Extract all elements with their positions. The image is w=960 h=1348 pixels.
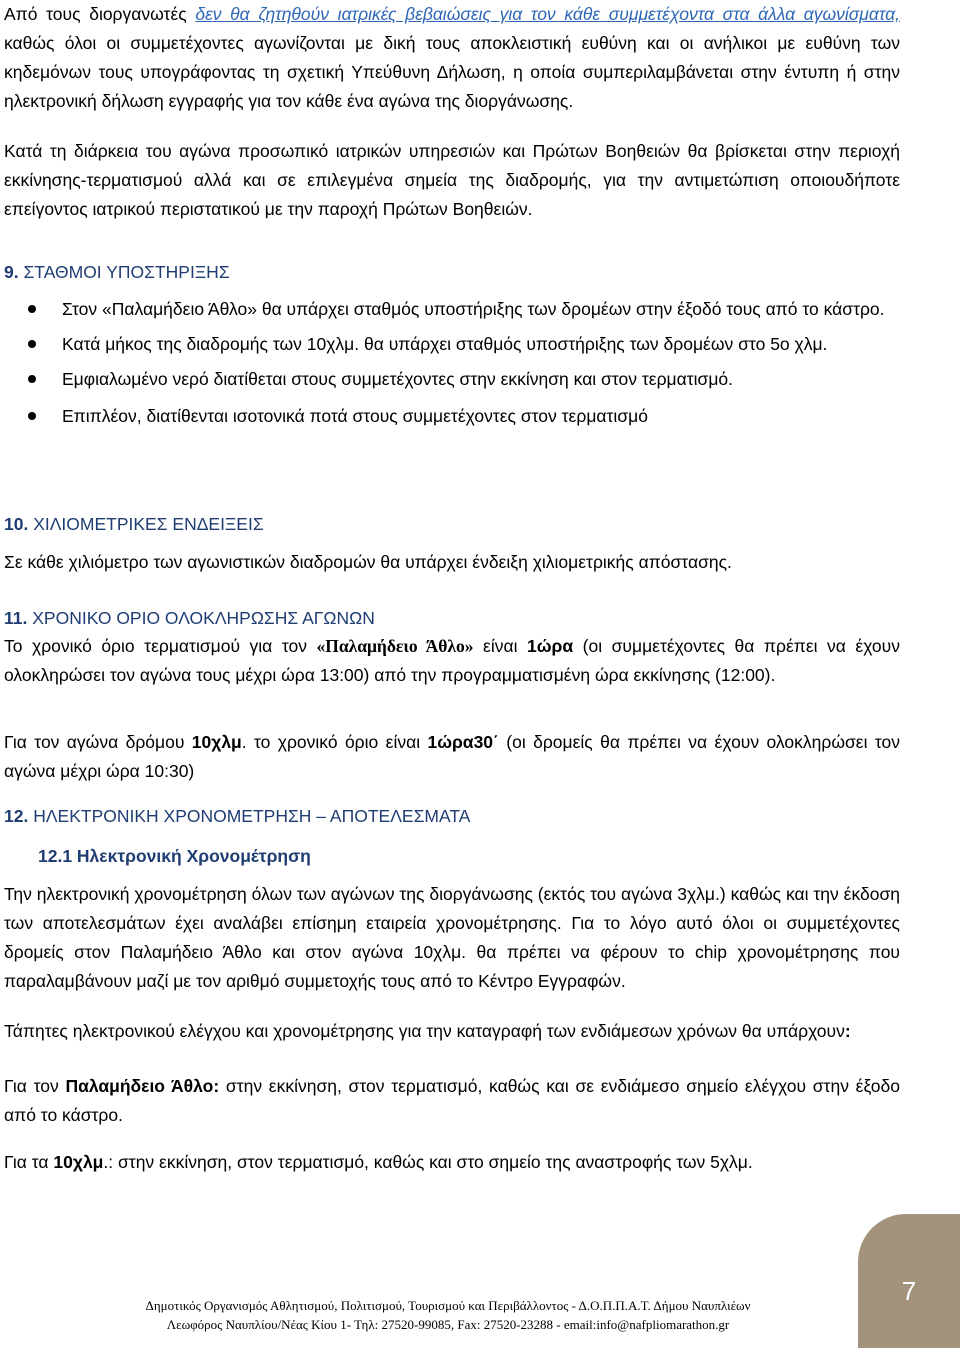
section-number: 11. (4, 608, 28, 628)
list-item (0, 330, 900, 359)
timing-paragraph-1: Την ηλεκτρονική χρονομέτρηση όλων των αγώνων της διοργάνωσης (εκτός του αγώνα 3χλμ.) καθώς και την έκδοση των αποτελεσμάτων έχει αναλάβει επίσημη εταιρεία χρονομέτρησης. Για το λόγο αυτό όλοι οι συμμετέχοντες δρομείς στον Παλαμήδειο Άθλο και στον αγώνα 10χλμ. θα πρέπει να φέρουν το chip χρονομέτρησης που παραλαμβάνουν μαζί με τον αριθμό συμμετοχής τους από το Κέντρο Εγγραφών. (4, 884, 900, 991)
paragraph-text: . το χρονικό όριο είναι (241, 732, 428, 752)
time-limit-paragraph-2 (4, 728, 900, 786)
paragraph-text: (οι συμμετέχοντες θα πρέπει να έχουν ολοκληρώσει τον αγώνα τους μέχρι ώρα 13:00) από την προγραμματισμένη ώρα εκκίνησης (12:00). (4, 636, 900, 685)
event-name: Παλαμήδειο Άθλο: (65, 1076, 220, 1096)
footer-contact: Λεωφόρος Ναυπλίου/Νέας Κίου 1- Τηλ: 27520-99085, Fax: 27520-23288 - email:info@nafpliomarathon.gr (166, 1317, 730, 1332)
timing-paragraph-4 (4, 1148, 900, 1177)
section-title: ΧΙΛΙΟΜΕΤΡΙΚΕΣ ΕΝΔΕΙΞΕΙΣ (33, 514, 264, 534)
paragraph-text: Το χρονικό όριο τερματισμού για τον (4, 636, 317, 656)
list-item-text: Επιπλέον, διατίθενται ισοτονικά ποτά στους συμμετέχοντες στον τερματισμό (62, 406, 648, 426)
list-item-text: Εμφιαλωμένο νερό διατίθεται στους συμμετέχοντες στην εκκίνηση και στον τερματισμό. (62, 369, 734, 389)
section-number: 12. (4, 806, 29, 826)
paragraph-medical-staff: Κατά τη διάρκεια του αγώνα προσωπικό ιατρικών υπηρεσιών και Πρώτων Βοηθειών θα βρίσκεται στην περιοχή εκκίνησης-τερματισμού αλλά και σε επιλεγμένα σημεία της διαδρομής, για την αντιμετώπιση οποιουδήποτε επείγοντος ιατρικού περιστατικού με την παροχή Πρώτων Βοηθειών. (4, 141, 900, 219)
paragraph-text: είναι (473, 636, 528, 656)
paragraph-text: Τάπητες ηλεκτρονικού ελέγχου και χρονομέτρησης για την καταγραφή των ενδιάμεσων χρόνων θα υπάρχουν (4, 1021, 845, 1041)
paragraph-text: στην εκκίνηση, στον τερματισμό, καθώς και σε ενδιάμεσο σημείο ελέγχου στην έξοδο από το κάστρο. (4, 1076, 901, 1125)
section-title: ΧΡΟΝΙΚΟ ΟΡΙΟ ΟΛΟΚΛΗΡΩΣΗΣ ΑΓΩΝΩΝ (32, 608, 375, 628)
timing-paragraph-3 (4, 1072, 900, 1130)
support-stations-list (0, 295, 900, 431)
km-markers-text: Σε κάθε χιλιόμετρο των αγωνιστικών διαδρομών θα υπάρχει ένδειξη χιλιομετρικής απόστασης. (4, 552, 732, 572)
paragraph-text: Για τον (4, 1076, 66, 1096)
paragraph-medical-certificates (4, 0, 900, 116)
time-limit-value: 1ώρα30΄ (427, 732, 499, 752)
time-limit-value: 1ώρα (527, 636, 574, 656)
list-item-text: Κατά μήκος της διαδρομής των 10χλμ. θα υπάρχει σταθμός υποστήριξης των δρομέων στο 5ο χλμ. (62, 334, 828, 354)
race-distance: 10χλμ (53, 1152, 104, 1172)
paragraph-text: .: στην εκκίνηση, στον τερματισμό, καθώς και στο σημείο της αναστροφής των 5χλμ. (103, 1152, 753, 1172)
paragraph-text: καθώς όλοι οι συμμετέχοντες αγωνίζονται με δική τους αποκλειστική ευθύνη και οι ανήλικοι με ευθύνη των κηδεμόνων τους υπογράφοντας τη σχετική Υπεύθυνη Δήλωση, η οποία συμπεριλαμβάνεται στην έντυπη ή στην ηλεκτρονική δήλωση εγγραφής για τον κάθε ένα αγώνα της διοργάνωσης. (4, 33, 900, 111)
event-name: «Παλαμήδειο Άθλο» (316, 636, 474, 656)
subsection-12-1-heading: 12.1 Ηλεκτρονική Χρονομέτρηση (38, 846, 311, 866)
paragraph-text: (οι δρομείς θα πρέπει να έχουν ολοκληρώσει τον αγώνα μέχρι ώρα 10:30) (4, 732, 900, 781)
paragraph-text: Από τους διοργανωτές (4, 4, 196, 24)
section-number: 9. (4, 262, 19, 282)
race-distance: 10χλμ (191, 732, 242, 752)
list-item (0, 402, 900, 431)
time-limit-paragraph-1 (4, 632, 900, 690)
page-number-badge (858, 1214, 960, 1348)
bullet-icon (28, 375, 36, 383)
paragraph-text: Για τα (4, 1152, 54, 1172)
page-number: 7 (901, 1276, 917, 1306)
footer-organization: Δημοτικός Οργανισμός Αθλητισμού, Πολιτισμού, Τουρισμού και Περιβάλλοντος - Δ.Ο.Π.Π.Α.Τ. Δήμου Ναυπλιέων (145, 1298, 751, 1313)
medical-certificates-link[interactable]: δεν θα ζητηθούν ιατρικές βεβαιώσεις για τον κάθε συμμετέχοντα στα άλλα αγωνίσματα, (195, 4, 900, 24)
page-footer (0, 1296, 896, 1334)
bullet-icon (28, 340, 36, 348)
section-title: ΣΤΑΘΜΟΙ ΥΠΟΣΤΗΡΙΞΗΣ (23, 262, 230, 282)
bullet-icon (28, 412, 36, 420)
paragraph-text: Για τον αγώνα δρόμου (4, 732, 192, 752)
list-item (0, 365, 900, 394)
section-10-heading (4, 510, 264, 539)
section-11-heading (4, 604, 375, 633)
colon: : (844, 1021, 851, 1041)
timing-paragraph-2 (4, 1017, 900, 1046)
section-12-heading (4, 802, 470, 831)
list-item-text: Στον «Παλαμήδειο Άθλο» θα υπάρχει σταθμός υποστήριξης των δρομέων στην έξοδό τους από το κάστρο. (62, 299, 885, 319)
list-item (0, 295, 900, 324)
section-number: 10. (4, 514, 29, 534)
bullet-icon (28, 305, 36, 313)
section-9-heading (4, 258, 230, 287)
section-title: ΗΛΕΚΤΡΟΝΙΚΗ ΧΡΟΝΟΜΕΤΡΗΣΗ – ΑΠΟΤΕΛΕΣΜΑΤΑ (33, 806, 471, 826)
